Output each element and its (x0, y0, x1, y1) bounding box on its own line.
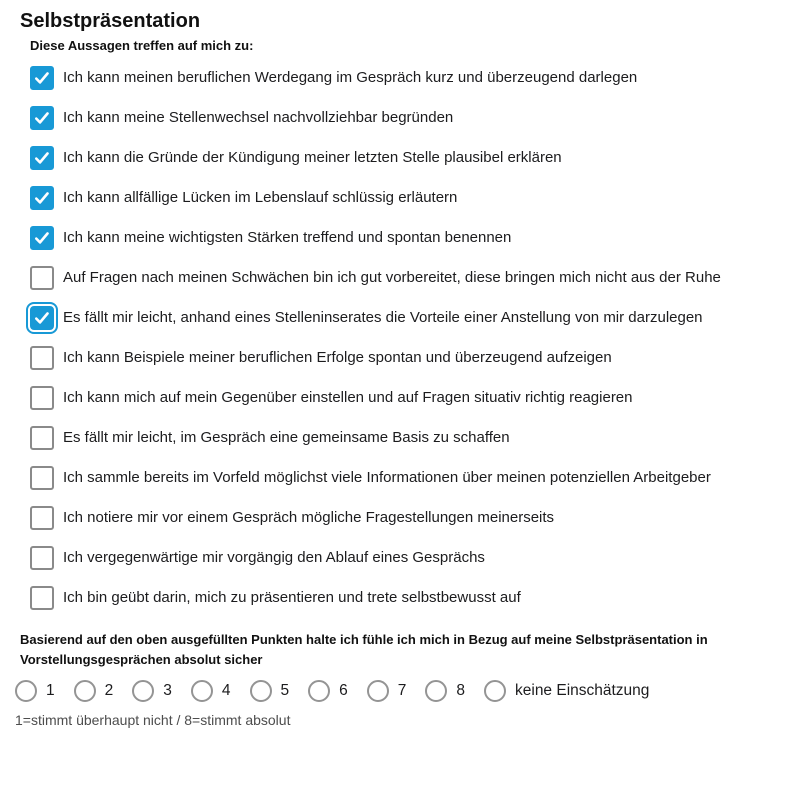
rating-option[interactable] (425, 680, 465, 702)
radio-button[interactable] (15, 680, 37, 702)
rating-question: Basierend auf den oben ausgefüllten Punkten halte ich fühle ich mich in Bezug auf meine Selbstpräsentation in Vorstellungsgesprächen absolut sicher (20, 632, 708, 667)
rating-option[interactable] (191, 680, 231, 702)
radio-button[interactable] (74, 680, 96, 702)
checkbox-checked[interactable] (30, 186, 54, 210)
checklist-item-label: Ich sammle bereits im Vorfeld möglichst viele Informationen über meinen potenziellen Arbeitgeber (63, 469, 711, 486)
checklist-item-label: Ich kann allfällige Lücken im Lebenslauf schlüssig erläutern (63, 189, 458, 206)
checklist-item-label: Ich kann meinen beruflichen Werdegang im Gespräch kurz und überzeugend darlegen (63, 69, 638, 86)
rating-option-label: 2 (104, 682, 114, 699)
checkmark-icon (32, 188, 52, 208)
rating-option[interactable] (484, 680, 649, 702)
rating-option[interactable] (367, 680, 407, 702)
radio-button[interactable] (191, 680, 213, 702)
rating-option-label: 3 (163, 682, 172, 699)
rating-option-label: 4 (221, 682, 231, 699)
radio-button[interactable] (250, 680, 272, 702)
checklist-item[interactable] (30, 546, 765, 570)
radio-button[interactable] (367, 680, 389, 702)
checklist-item-label: Es fällt mir leicht, anhand eines Stelleninserates die Vorteile einer Anstellung von mir darzulegen (63, 309, 703, 326)
checklist-item[interactable] (30, 66, 765, 90)
checklist-instruction: Diese Aussagen treffen auf mich zu: (30, 38, 254, 53)
checklist-item-label: Es fällt mir leicht, im Gespräch eine gemeinsame Basis zu schaffen (63, 429, 510, 446)
page-title: Selbstpräsentation (20, 10, 201, 32)
scale-note: 1=stimmt überhaupt nicht / 8=stimmt absolut (15, 712, 291, 728)
radio-button[interactable] (484, 680, 506, 702)
rating-option-label: keine Einschätzung (515, 682, 650, 699)
checklist-item[interactable] (30, 186, 765, 210)
checklist-item-label: Ich notiere mir vor einem Gespräch mögliche Fragestellungen meinerseits (63, 509, 555, 526)
checklist (30, 66, 765, 610)
checklist-item-label: Ich kann mich auf mein Gegenüber einstellen und auf Fragen situativ richtig reagieren (63, 389, 633, 406)
checkbox-checked[interactable] (30, 106, 54, 130)
rating-option-label: 5 (280, 682, 290, 699)
radio-button[interactable] (132, 680, 154, 702)
radio-button[interactable] (425, 680, 447, 702)
checklist-item-label: Ich kann die Gründe der Kündigung meiner letzten Stelle plausibel erklären (63, 149, 562, 166)
checkbox-unchecked[interactable] (30, 506, 54, 530)
checkmark-icon (32, 148, 52, 168)
checkbox-unchecked[interactable] (30, 546, 54, 570)
checkbox-unchecked[interactable] (30, 346, 54, 370)
checklist-item[interactable] (30, 106, 765, 130)
checklist-item[interactable] (30, 306, 765, 330)
checkmark-icon (32, 108, 52, 128)
checklist-item-label: Ich kann meine wichtigsten Stärken treffend und spontan benennen (63, 229, 512, 246)
checklist-item[interactable] (30, 146, 765, 170)
rating-option-label: 7 (397, 682, 407, 699)
checklist-item[interactable] (30, 466, 765, 490)
checkbox-checked[interactable] (30, 306, 54, 330)
radio-button[interactable] (308, 680, 330, 702)
rating-option[interactable] (308, 680, 348, 702)
checklist-item[interactable] (30, 266, 765, 290)
checklist-item-label: Auf Fragen nach meinen Schwächen bin ich gut vorbereitet, diese bringen mich nicht aus der Ruhe (63, 269, 721, 286)
checklist-item[interactable] (30, 346, 765, 370)
checklist-item[interactable] (30, 226, 765, 250)
checkmark-icon (32, 228, 52, 248)
rating-option[interactable] (15, 680, 55, 702)
checkbox-unchecked[interactable] (30, 466, 54, 490)
checklist-item[interactable] (30, 426, 765, 450)
checkbox-unchecked[interactable] (30, 586, 54, 610)
checklist-item-label: Ich kann meine Stellenwechsel nachvollziehbar begründen (63, 109, 454, 126)
rating-option[interactable] (132, 680, 172, 702)
checklist-item-label: Ich vergegenwärtige mir vorgängig den Ablauf eines Gesprächs (63, 549, 485, 566)
rating-option-label: 1 (46, 682, 55, 699)
checkbox-checked[interactable] (30, 66, 54, 90)
checkbox-checked[interactable] (30, 146, 54, 170)
rating-option[interactable] (74, 680, 114, 702)
checklist-item[interactable] (30, 586, 765, 610)
checkmark-icon (32, 308, 52, 328)
rating-option-label: 8 (456, 682, 465, 699)
checkbox-unchecked[interactable] (30, 426, 54, 450)
rating-option[interactable] (250, 680, 290, 702)
checkbox-unchecked[interactable] (30, 266, 54, 290)
checklist-item-label: Ich kann Beispiele meiner beruflichen Erfolge spontan und überzeugend aufzeigen (63, 349, 612, 366)
checklist-item[interactable] (30, 506, 765, 530)
checklist-item[interactable] (30, 386, 765, 410)
rating-options (15, 680, 765, 702)
checkmark-icon (32, 68, 52, 88)
rating-option-label: 6 (339, 682, 348, 699)
checkbox-checked[interactable] (30, 226, 54, 250)
checklist-item-label: Ich bin geübt darin, mich zu präsentieren und trete selbstbewusst auf (63, 589, 521, 606)
checkbox-unchecked[interactable] (30, 386, 54, 410)
